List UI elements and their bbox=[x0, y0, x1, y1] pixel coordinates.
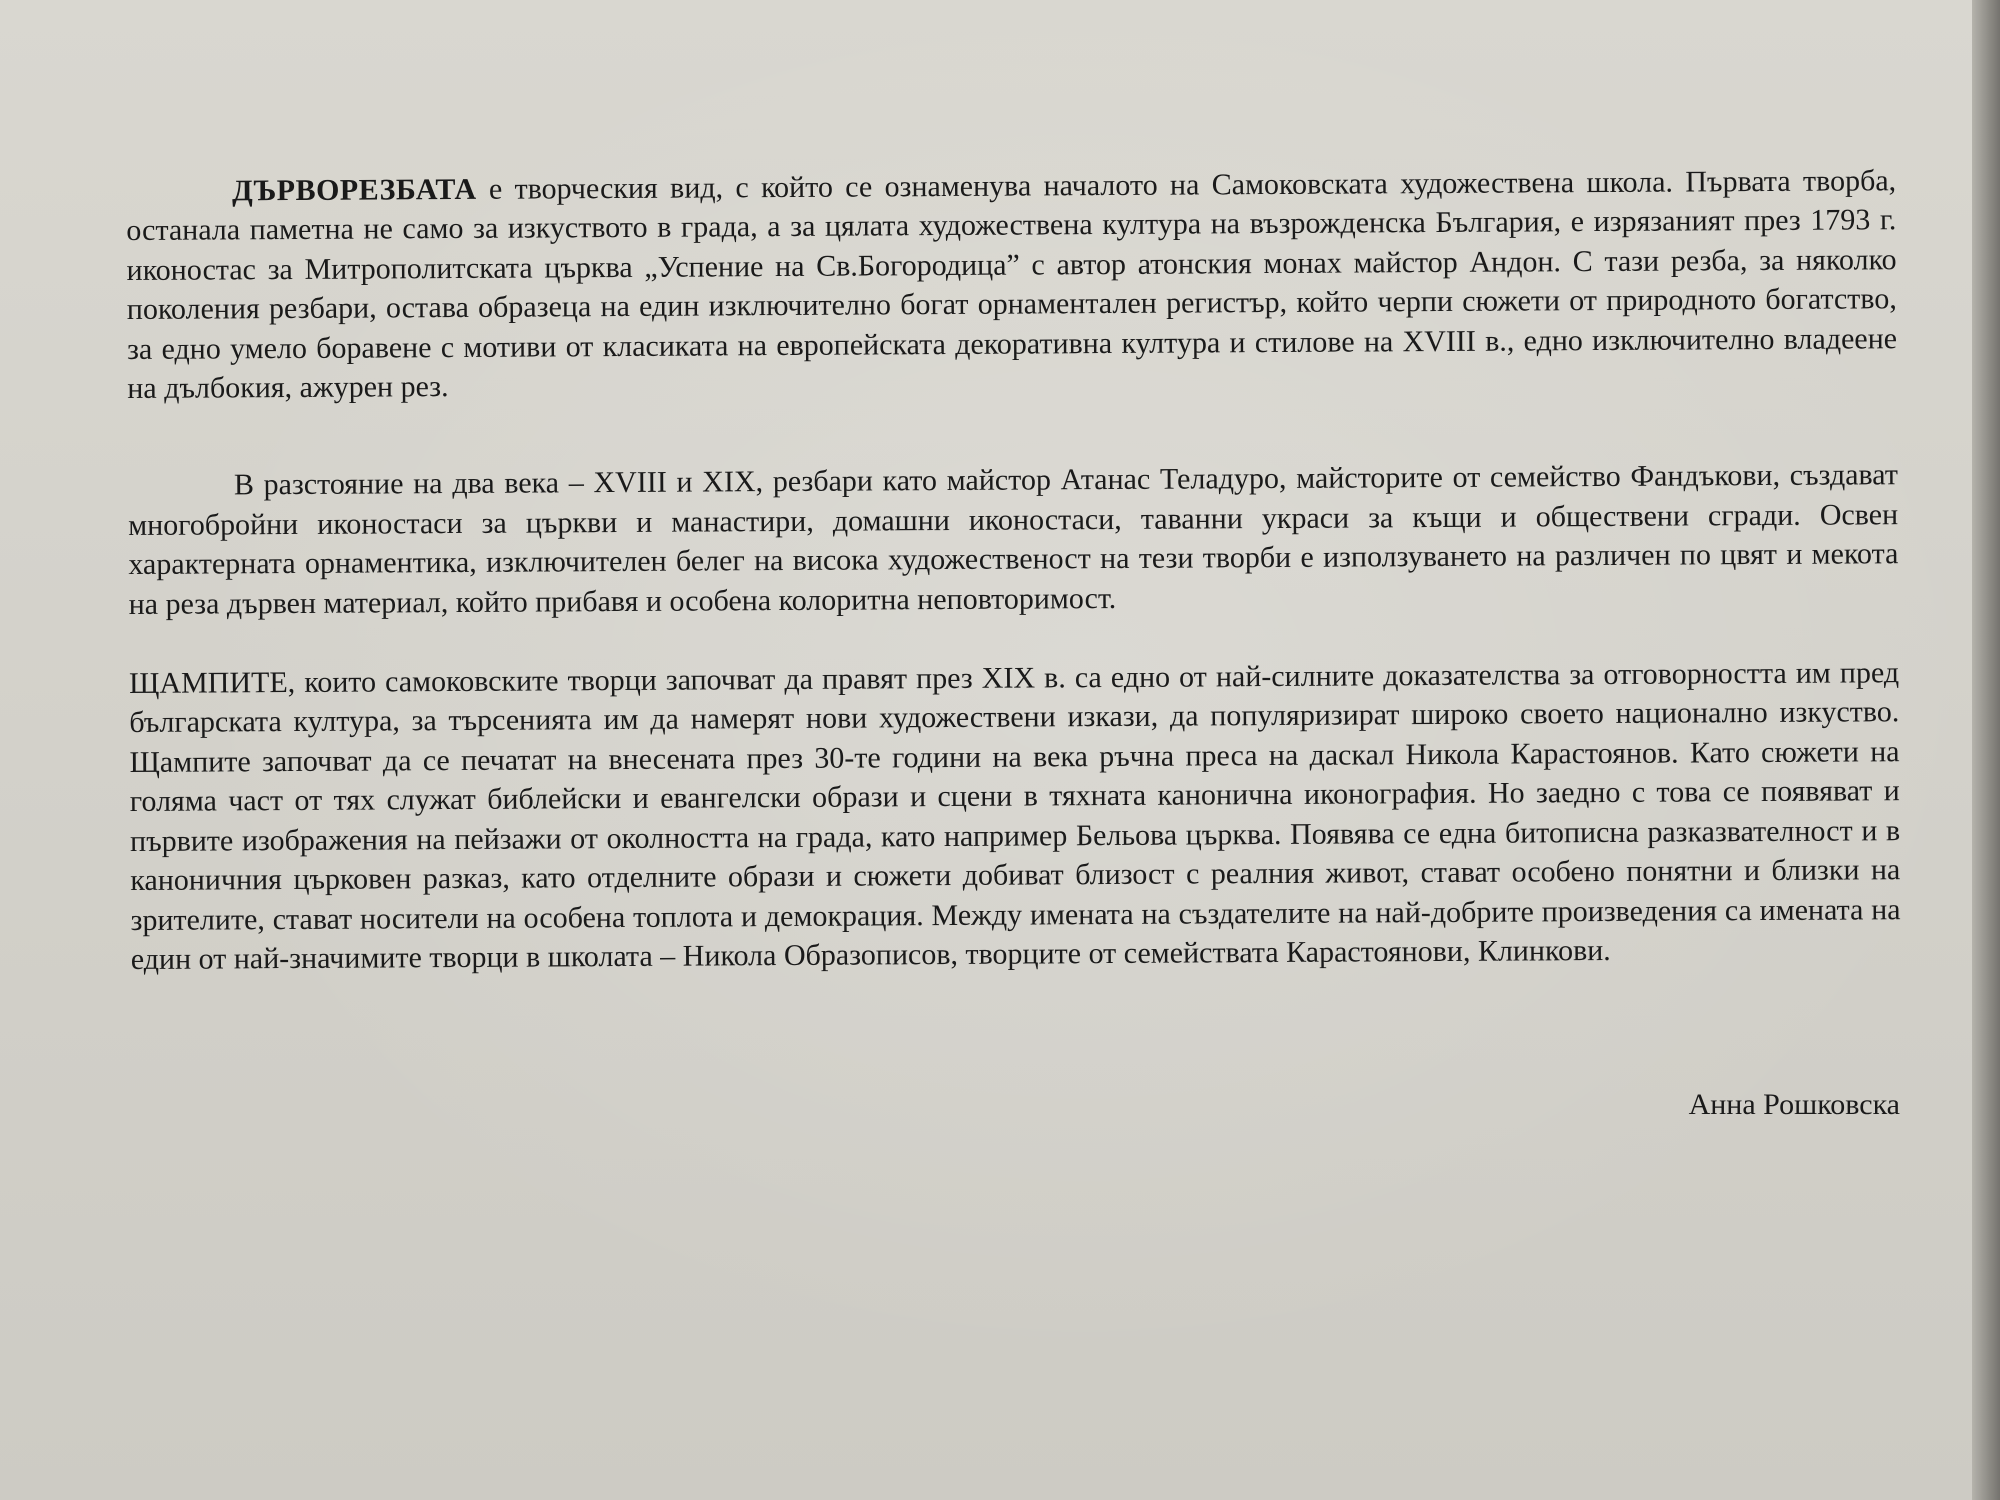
paragraph-prints bbox=[129, 653, 1901, 979]
paragraph-lead: ДЪРВОРЕЗБАТА bbox=[232, 172, 477, 208]
paragraph-carvers bbox=[128, 456, 1899, 624]
paragraph-text: В разстояние на два века – XVIII и XIX, резбари като майстор Атанас Теладуро, майсторите от семейство Фандъкови, създават многобройни иконостаси за църкви и манастири, домашни иконостаси, таванни украси за къщи и обществени сгради. Освен характерната орнаментика, изключителен белег на висока художественост на тези творби е използуването на различен по цвят и мекота на реза дървен материал, който прибавя и особена колоритна неповторимост. bbox=[128, 458, 1899, 621]
article-body bbox=[126, 161, 1901, 979]
paragraph-text: , които самоковските творци започват да правят през XIX в. са едно от най-силните доказателства за отговорността им пред българската култура, за търсенията им да намерят нови художествени изкази, да популяризират широко своето национално изкуство. Щампите започват да се печатат на внесената през 30-те години на века ръчна преса на даскал Никола Карастоянов. Като сюжети на голяма част от тях служат библейски и евангелски образи и сцени в тяхната канонична иконография. Но заедно с това се появяват и първите изображения на пейзажи от околността на града, като например Бельова църква. Появява се една битописна разказвателност и в каноничния църковен разказ, като отделните образи и сюжети добиват близост с реалния живот, стават особено понятни и близки на зрителите, стават носители на особена топлота и демокрация. Между имената на създателите на най-добрите произведения са имената на един от най-значимите творци в школата – Никола Образописов, творците от семействата Карастоянови, Клинкови. bbox=[129, 656, 1901, 976]
author-signature: Анна Рошковска bbox=[1688, 1088, 1900, 1121]
paragraph-woodcarving bbox=[126, 161, 1897, 408]
page-edge-shadow bbox=[1972, 0, 2000, 1500]
paragraph-lead: ЩАМПИТЕ bbox=[129, 666, 288, 701]
paragraph-text: е творческия вид, с който се ознаменува началото на Самоковската художествена школа. Първата творба, останала паметна не само за изкуството в града, а за цялата художествена култура на възрожденска България, е изрязаният през 1793 г. иконостас за Митрополитската църква „Успение на Св.Богородица” с автор атонския монах майстор Андон. С тази резба, за няколко поколения резбари, остава образеца на един изключително богат орнаментален регистър, който черпи сюжети от природното богатство, за едно умело боравене с мотиви от класиката на европейската декоративна култура и стилове на XVIII в., едно изключително владеене на дълбокия, ажурен рез. bbox=[126, 164, 1898, 406]
